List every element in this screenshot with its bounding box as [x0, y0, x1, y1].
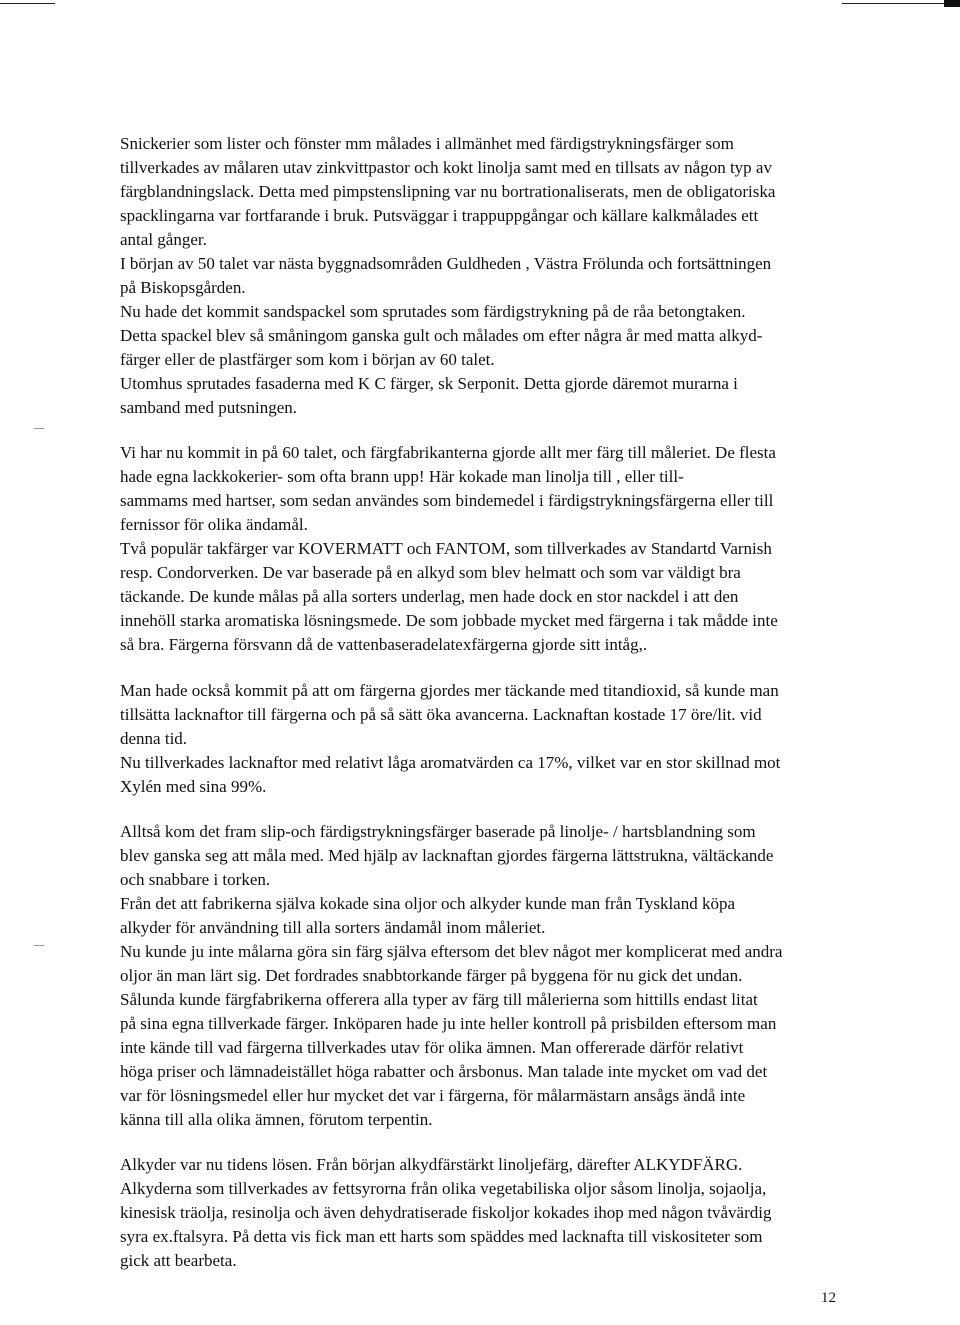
text-line: Alkyder var nu tidens lösen. Från början alkydfärstärkt linoljefärg, därefter ALKYDFÄRG. [120, 1155, 743, 1174]
text-line: Alkyderna som tillverkades av fettsyrorna från olika vegetabiliska oljor såsom linolja, sojaolja, [120, 1179, 767, 1198]
text-line: spacklingarna var fortfarande i bruk. Putsväggar i trappuppgångar och källare kalkmålades ett [120, 206, 759, 225]
scan-edge-line-right [842, 3, 960, 4]
text-line: och snabbare i torken. [120, 870, 271, 889]
scan-edge-mark [944, 0, 960, 7]
text-line: känna till alla olika ämnen, förutom terpentin. [120, 1110, 433, 1129]
text-line: kinesisk träolja, resinolja och även dehydratiserade fiskoljor kokades ihop med någon tvåvärdig [120, 1203, 772, 1222]
text-line: denna tid. [120, 729, 188, 748]
text-line: höga priser och lämnadeistället höga rabatter och årsbonus. Man talade inte mycket om vad det [120, 1062, 768, 1081]
text-line: Detta spackel blev så småningom ganska gult och målades om efter några år med matta alkyd- [120, 326, 763, 345]
text-line: oljor än man lärt sig. Det fordrades snabbtorkande färger på byggena för nu gick det undan. [120, 966, 743, 985]
scan-edge-line-left [0, 3, 55, 4]
text-line: syra ex.ftalsyra. På detta vis fick man ett harts som späddes med lacknafta till viskositeter som [120, 1227, 763, 1246]
text-line: fernissor för olika ändamål. [120, 515, 308, 534]
text-line: inte kände till vad färgerna tillverkades utav för olika ämnen. Man offererade därför relativt [120, 1038, 744, 1057]
text-line: Nu tillverkades lacknaftor med relativt låga aromatvärden ca 17%, vilket var en stor skillnad mot [120, 753, 781, 772]
text-line: Från det att fabrikerna själva kokade sina oljor och alkyder kunde man från Tyskland köpa [120, 894, 736, 913]
text-line: Man hade också kommit på att om färgerna gjordes mer täckande med titandioxid, så kunde man [120, 681, 779, 700]
text-line: färgblandningslack. Detta med pimpstenslipning var nu bortrationaliserats, men de obligatoriska [120, 182, 776, 201]
text-line: samband med putsningen. [120, 398, 298, 417]
text-line: Sålunda kunde färgfabrikerna offerera alla typer av färg till målerierna som hittills endast litat [120, 990, 758, 1009]
text-line: hade egna lackkokerier- som ofta brann upp! Här kokade man linolja till , eller till- [120, 467, 684, 486]
text-line: I början av 50 talet var nästa byggnadsområden Guldheden , Västra Frölunda och fortsättningen [120, 254, 772, 273]
text-line: så bra. Färgerna försvann då de vattenbaseradelatexfärgerna gjorde sitt intåg,. [120, 635, 648, 654]
text-line: Två populär takfärger var KOVERMATT och FANTOM, som tillverkades av Standartd Varnish [120, 539, 772, 558]
text-line: tillsätta lacknaftor till färgerna och på så sätt öka avancerna. Lacknaftan kostade 17 öre/lit. vid [120, 705, 762, 724]
text-line: gick att bearbeta. [120, 1251, 237, 1270]
text-line: färger eller de plastfärger som kom i början av 60 talet. [120, 350, 495, 369]
text-line: antal gånger. [120, 230, 207, 249]
text-line: sammams med hartser, som sedan användes som bindemedel i färdigstrykningsfärgerna eller till [120, 491, 774, 510]
scan-margin-mark [34, 945, 44, 946]
text-line: på Biskopsgården. [120, 278, 246, 297]
text-line: alkyder för användning till alla sorters ändamål inom måleriet. [120, 918, 546, 937]
text-line: Nu hade det kommit sandspackel som sprutades som färdigstrykning på de råa betongtaken. [120, 302, 746, 321]
text-line: var för lösningsmedel eller hur mycket det var i färgerna, för målarmästarn ansågs ändå inte [120, 1086, 746, 1105]
text-line: resp. Condorverken. De var baserade på en alkyd som blev helmatt och som var väldigt bra [120, 563, 741, 582]
text-line: Nu kunde ju inte målarna göra sin färg själva eftersom det blev något mer komplicerat med andra [120, 942, 783, 961]
page-number: 12 [821, 1290, 836, 1306]
scan-margin-mark [34, 428, 44, 429]
text-line: på sina egna tillverkade färger. Inköparen hade ju inte heller kontroll på prisbilden eftersom man [120, 1014, 777, 1033]
text-line: blev ganska seg att måla med. Med hjälp av lacknaftan gjordes färgerna lättstrukna, vältäckande [120, 846, 774, 865]
text-line: innehöll starka aromatiska lösningsmede. De som jobbade mycket med färgerna i tak mådde inte [120, 611, 778, 630]
text-line: Vi har nu kommit in på 60 talet, och färgfabrikanterna gjorde allt mer färg till måleriet. De flesta [120, 443, 776, 462]
text-line: Alltså kom det fram slip-och färdigstrykningsfärger baserade på linolje- / hartsblandning som [120, 822, 756, 841]
text-line: Utomhus sprutades fasaderna med K C färger, sk Serponit. Detta gjorde däremot murarna i [120, 374, 738, 393]
text-line: tillverkades av målaren utav zinkvittpastor och kokt linolja samt med en tillsats av någon typ av [120, 158, 772, 177]
text-line: Snickerier som lister och fönster mm målades i allmänhet med färdigstrykningsfärger som [120, 134, 734, 153]
text-line: Xylén med sina 99%. [120, 777, 267, 796]
text-line: täckande. De kunde målas på alla sorters underlag, men hade dock en stor nackdel i att den [120, 587, 739, 606]
